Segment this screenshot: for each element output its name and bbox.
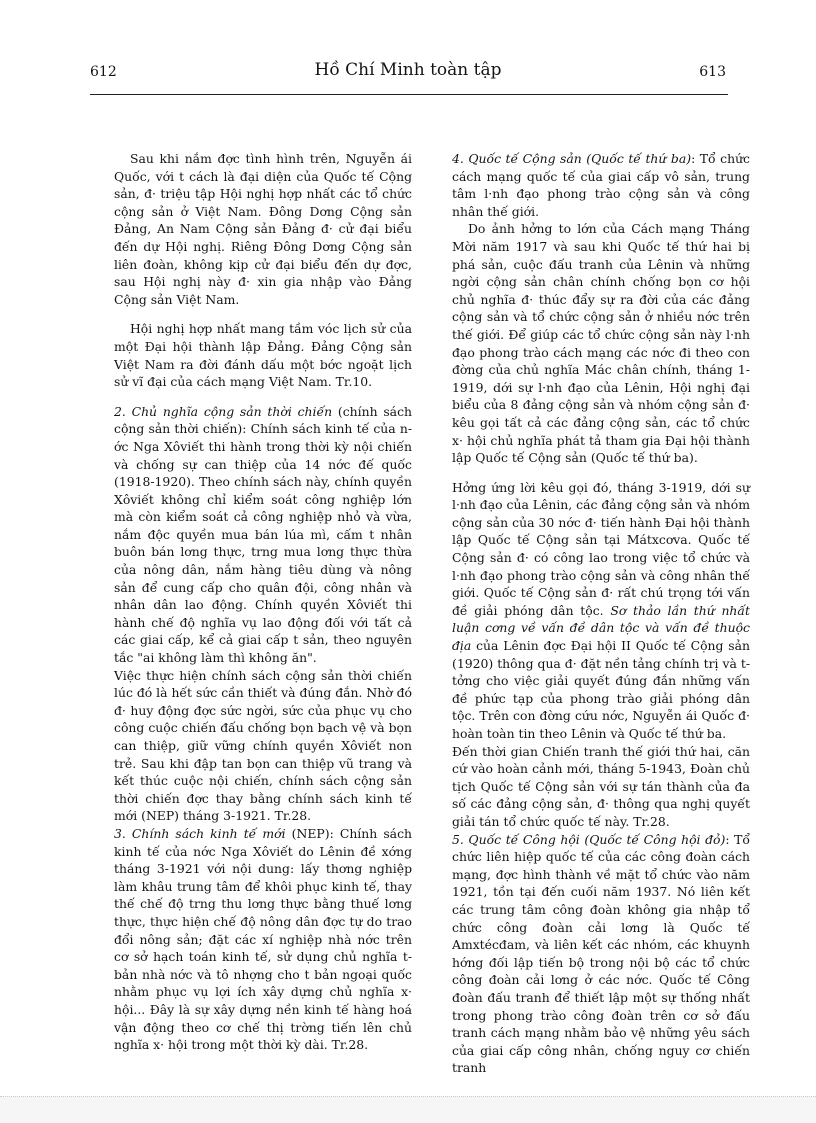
paragraph: Do ảnh hởng to lớn của Cách mạng Tháng Mời năm 1917 và sau khi Quốc tế thứ hai bị phá sản, cuộc đấu tranh của Lênin và những ngời cộng sản chân chính chống bọn cơ hội chủ nghĩa đ· thúc đẩy sự ra đời của các đảng cộng sản và tổ chức cộng sản ở nhiều nớc trên thế giới. Để giúp các tổ chức cộng sản này l·nh đạo phong trào cách mạng các nớc đi theo con đờng của chủ nghĩa Mác chân chính, tháng 1-1919, dới sự l·nh đạo của Lênin, Hội nghị đại biểu của 8 đảng cộng sản và nhóm cộng sản đ· kêu gọi tất cả các đảng cộng sản, các tổ chức x· hội chủ nghĩa phát tả tham gia Đại hội thành lập Quốc tế Cộng sản (Quốc tế thứ ba). bbox=[452, 221, 750, 466]
note-paragraph bbox=[114, 403, 412, 667]
note-paragraph bbox=[114, 825, 412, 1054]
note-text: (NEP): Chính sách kinh tế của nớc Nga Xôviết do Lênin đề xớng tháng 3-1921 với nội dung: lấy thơng nghiệp làm khâu trung tâm để khôi phục kinh tế, thay thế chế độ trng thu lơng thực bằng thuế lơng thực, thực hiện chế độ nông dân đợc tự do trao đổi nông sản; đặt các xí nghiệp nhà nớc trên cơ sở hạch toán kinh tế, sử dụng chủ nghĩa t bản nhà nớc và tô nhợng cho t bản ngoại quốc nhằm phục vụ lợi ích xây dựng chủ nghĩa x· hội... Đây là sự xây dựng nền kinh tế hàng hoá vận động theo cơ chế thị trờng tiến lên chủ nghĩa x· hội trong một thời kỳ dài. Tr.28. bbox=[114, 825, 412, 1053]
page-number-right: 613 bbox=[699, 64, 726, 80]
text-segment: của Lênin đợc Đại hội II Quốc tế Cộng sản (1920) thông qua đ· đặt nền tảng chính trị và t tởng cho việc giải quyết đúng đắn những vấn đề phức tạp của phong trào giải phóng dân tộc. Trên con đờng cứu nớc, Nguyễn ái Quốc đ· hoàn toàn tin theo Lênin và Quốc tế thứ ba. bbox=[452, 638, 750, 741]
note-text: : Tổ chức liên hiệp quốc tế của các công đoàn cách mạng, đợc hình thành về mặt tổ chức vào năm 1921, tồn tại đến cuối năm 1937. Nó liên kết các trung tâm công đoàn không gia nhập tổ chức công đoàn cải lơng là Quốc tế Amxtécđam, và liên kết các nhóm, các khuynh hớng đối lập tiến bộ trong nội bộ các tổ chức công đoàn cải lơng ở các nớc. Quốc tế Công đoàn đấu tranh để thiết lập một sự thống nhất trong phong trào công đoàn trên cơ sở đấu tranh cách mạng nhằm bảo vệ những yêu sách của giai cấp công nhân, chống nguy cơ chiến tranh bbox=[452, 831, 750, 1076]
note-paragraph bbox=[452, 831, 750, 1077]
page-number-left: 612 bbox=[90, 64, 117, 80]
note-term: 5. Quốc tế Công hội (Quốc tế Công hội đỏ) bbox=[452, 831, 726, 847]
book-title: Hồ Chí Minh toàn tập bbox=[314, 60, 502, 80]
note-term: 2. Chủ nghĩa cộng sản thời chiến bbox=[114, 403, 333, 419]
text-segment: Hởng ứng lời kêu gọi đó, tháng 3-1919, dới sự l·nh đạo của Lênin, các đảng cộng sản và nhóm cộng sản của 30 nớc đ· tiến hành Đại hội thành lập Quốc tế Cộng sản tại Mátxcơva. Quốc tế Cộng sản đ· có công lao trong việc tổ chức và l·nh đạo phong trào cộng sản và công nhân thế giới. Quốc tế Cộng sản đ· rất chú trọng tới vấn đề giải phóng dân tộc. bbox=[452, 479, 750, 618]
scan-bottom-edge bbox=[0, 1096, 816, 1123]
paragraph bbox=[452, 479, 750, 743]
paragraph: Hội nghị hợp nhất mang tầm vóc lịch sử của một Đại hội thành lập Đảng. Đảng Cộng sản Việt Nam ra đời đánh dấu một bớc ngoặt lịch sử vĩ đại của cách mạng Việt Nam. Tr.10. bbox=[114, 321, 412, 390]
header-rule bbox=[90, 94, 728, 95]
page-header bbox=[90, 60, 726, 88]
note-text: (chính sách cộng sản thời chiến): Chính sách kinh tế của nớc Nga Xôviết thi hành trong thời kỳ nội chiến và chống sự can thiệp của 14 nớc đế quốc (1918-1920). Theo chính sách này, chính quyền Xôviết không chỉ kiểm soát công nghiệp lớn mà còn kiểm soát cả công nghiệp nhỏ và vừa, nắm độc quyền mua bán lúa mì, cấm t nhân buôn bán lơng thực, trng mua lơng thực thừa của nông dân, nắm hàng tiêu dùng và nông sản để cung cấp cho quân đội, công nhân và nhân dân lao động. Chính quyền Xôviết thi hành chế độ nghĩa vụ lao động đối với tất cả các giai cấp, kể cả giai cấp t sản, theo nguyên tắc "ai không làm thì không ăn". bbox=[114, 403, 412, 666]
right-column bbox=[452, 150, 750, 1077]
note-term: 4. Quốc tế Cộng sản (Quốc tế thứ ba) bbox=[452, 151, 692, 166]
note-text: : Tổ chức cách mạng quốc tế của giai cấp vô sản, trung tâm l·nh đạo phong trào cộng sản và công nhân thế giới. bbox=[452, 151, 750, 219]
note-term: 3. Chính sách kinh tế mới bbox=[114, 825, 286, 841]
document-title: Sơ thảo lần thứ nhất luận cơng về vấn đề dân tộc và vấn đề thuộc địa bbox=[452, 602, 750, 654]
left-column bbox=[114, 150, 412, 1054]
paragraph: Sau khi nắm đợc tình hình trên, Nguyễn ái Quốc, với t cách là đại diện của Quốc tế Cộng sản, đ· triệu tập Hội nghị hợp nhất các tổ chức cộng sản ở Việt Nam. Đông Dơng Cộng sản Đảng, An Nam Cộng sản Đảng đ· cử đại biểu đến dự Hội nghị. Riêng Đông Dơng Cộng sản liên đoàn, không kịp cử đại biểu đến dự đợc, sau Hội nghị này đ· xin gia nhập vào Đảng Cộng sản Việt Nam. bbox=[114, 151, 412, 307]
note-paragraph bbox=[452, 150, 750, 220]
paragraph: Đến thời gian Chiến tranh thế giới thứ hai, căn cứ vào hoàn cảnh mới, tháng 5-1943, Đoàn chủ tịch Quốc tế Cộng sản với sự tán thành của đa số các đảng cộng sản, đ· thông qua nghị quyết giải tán tổ chức quốc tế này. Tr.28. bbox=[452, 743, 750, 829]
paragraph: Việc thực hiện chính sách cộng sản thời chiến lúc đó là hết sức cần thiết và đúng đắn. Nhờ đó đ· huy động đợc sức ngời, sức của phục vụ cho công cuộc chiến đấu chống bọn bạch vệ và bọn can thiệp, giữ vững chính quyền Xôviết non trẻ. Sau khi đập tan bọn can thiệp vũ trang và kết thúc cuộc nội chiến, chính sách cộng sản thời chiến đợc thay bằng chính sách kinh tế mới (NEP) tháng 3-1921. Tr.28. bbox=[114, 667, 412, 824]
